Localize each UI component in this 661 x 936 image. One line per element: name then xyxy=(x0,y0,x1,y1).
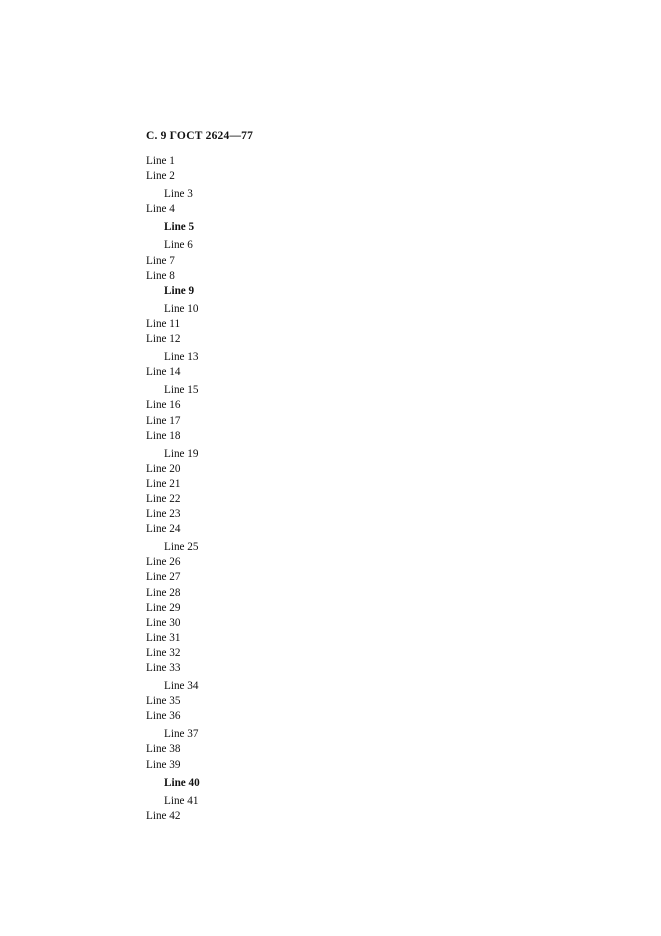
text-line: Line 23 xyxy=(146,508,181,521)
text-line: Line 31 xyxy=(146,631,181,644)
text-line: Line 9 xyxy=(164,284,195,297)
text-line: Line 38 xyxy=(146,743,181,756)
text-line: Line 22 xyxy=(146,492,181,505)
text-line: Line 8 xyxy=(146,269,175,282)
text-line: Line 29 xyxy=(146,601,181,614)
text-line: Line 25 xyxy=(164,541,199,554)
text-line: Line 2 xyxy=(146,170,175,183)
text-line: Line 6 xyxy=(164,239,193,252)
text-line: Line 18 xyxy=(146,429,181,442)
text-line: Line 19 xyxy=(164,447,199,460)
text-line: Line 11 xyxy=(146,317,181,330)
text-line: Line 1 xyxy=(146,155,175,167)
text-line: Line 40 xyxy=(164,776,200,789)
text-line: Line 36 xyxy=(146,710,181,723)
text-line: Line 32 xyxy=(146,646,181,659)
text-line: Line 35 xyxy=(146,695,181,708)
text-line: Line 21 xyxy=(146,477,181,490)
text-line: Line 4 xyxy=(146,203,175,216)
text-line: Line 15 xyxy=(164,384,199,397)
text-line: Line 30 xyxy=(146,616,181,629)
text-line: Line 14 xyxy=(146,366,181,379)
text-line: Line 41 xyxy=(164,794,199,807)
text-line: Line 10 xyxy=(164,302,199,315)
text-line: Line 33 xyxy=(146,662,181,674)
text-line: Line 5 xyxy=(164,221,195,234)
text-line: Line 37 xyxy=(164,728,199,741)
text-line: Line 3 xyxy=(164,188,193,201)
text-line: Line 42 xyxy=(146,809,181,822)
text-line: Line 16 xyxy=(146,399,181,412)
text-line: Line 34 xyxy=(164,680,199,693)
text-line: Line 7 xyxy=(146,254,175,267)
text-line: Line 12 xyxy=(146,333,181,346)
text-line: Line 26 xyxy=(146,556,181,569)
page-body xyxy=(146,154,516,824)
text-line: Line 20 xyxy=(146,462,181,475)
text-line: Line 17 xyxy=(146,414,181,427)
text-line: Line 39 xyxy=(146,758,181,771)
text-line: Line 28 xyxy=(146,586,181,599)
page-header: С. 9 ГОСТ 2624—77 xyxy=(146,130,254,142)
text-line: Line 24 xyxy=(146,523,181,536)
text-line: Line 27 xyxy=(146,571,181,584)
text-line: Line 13 xyxy=(164,351,199,364)
